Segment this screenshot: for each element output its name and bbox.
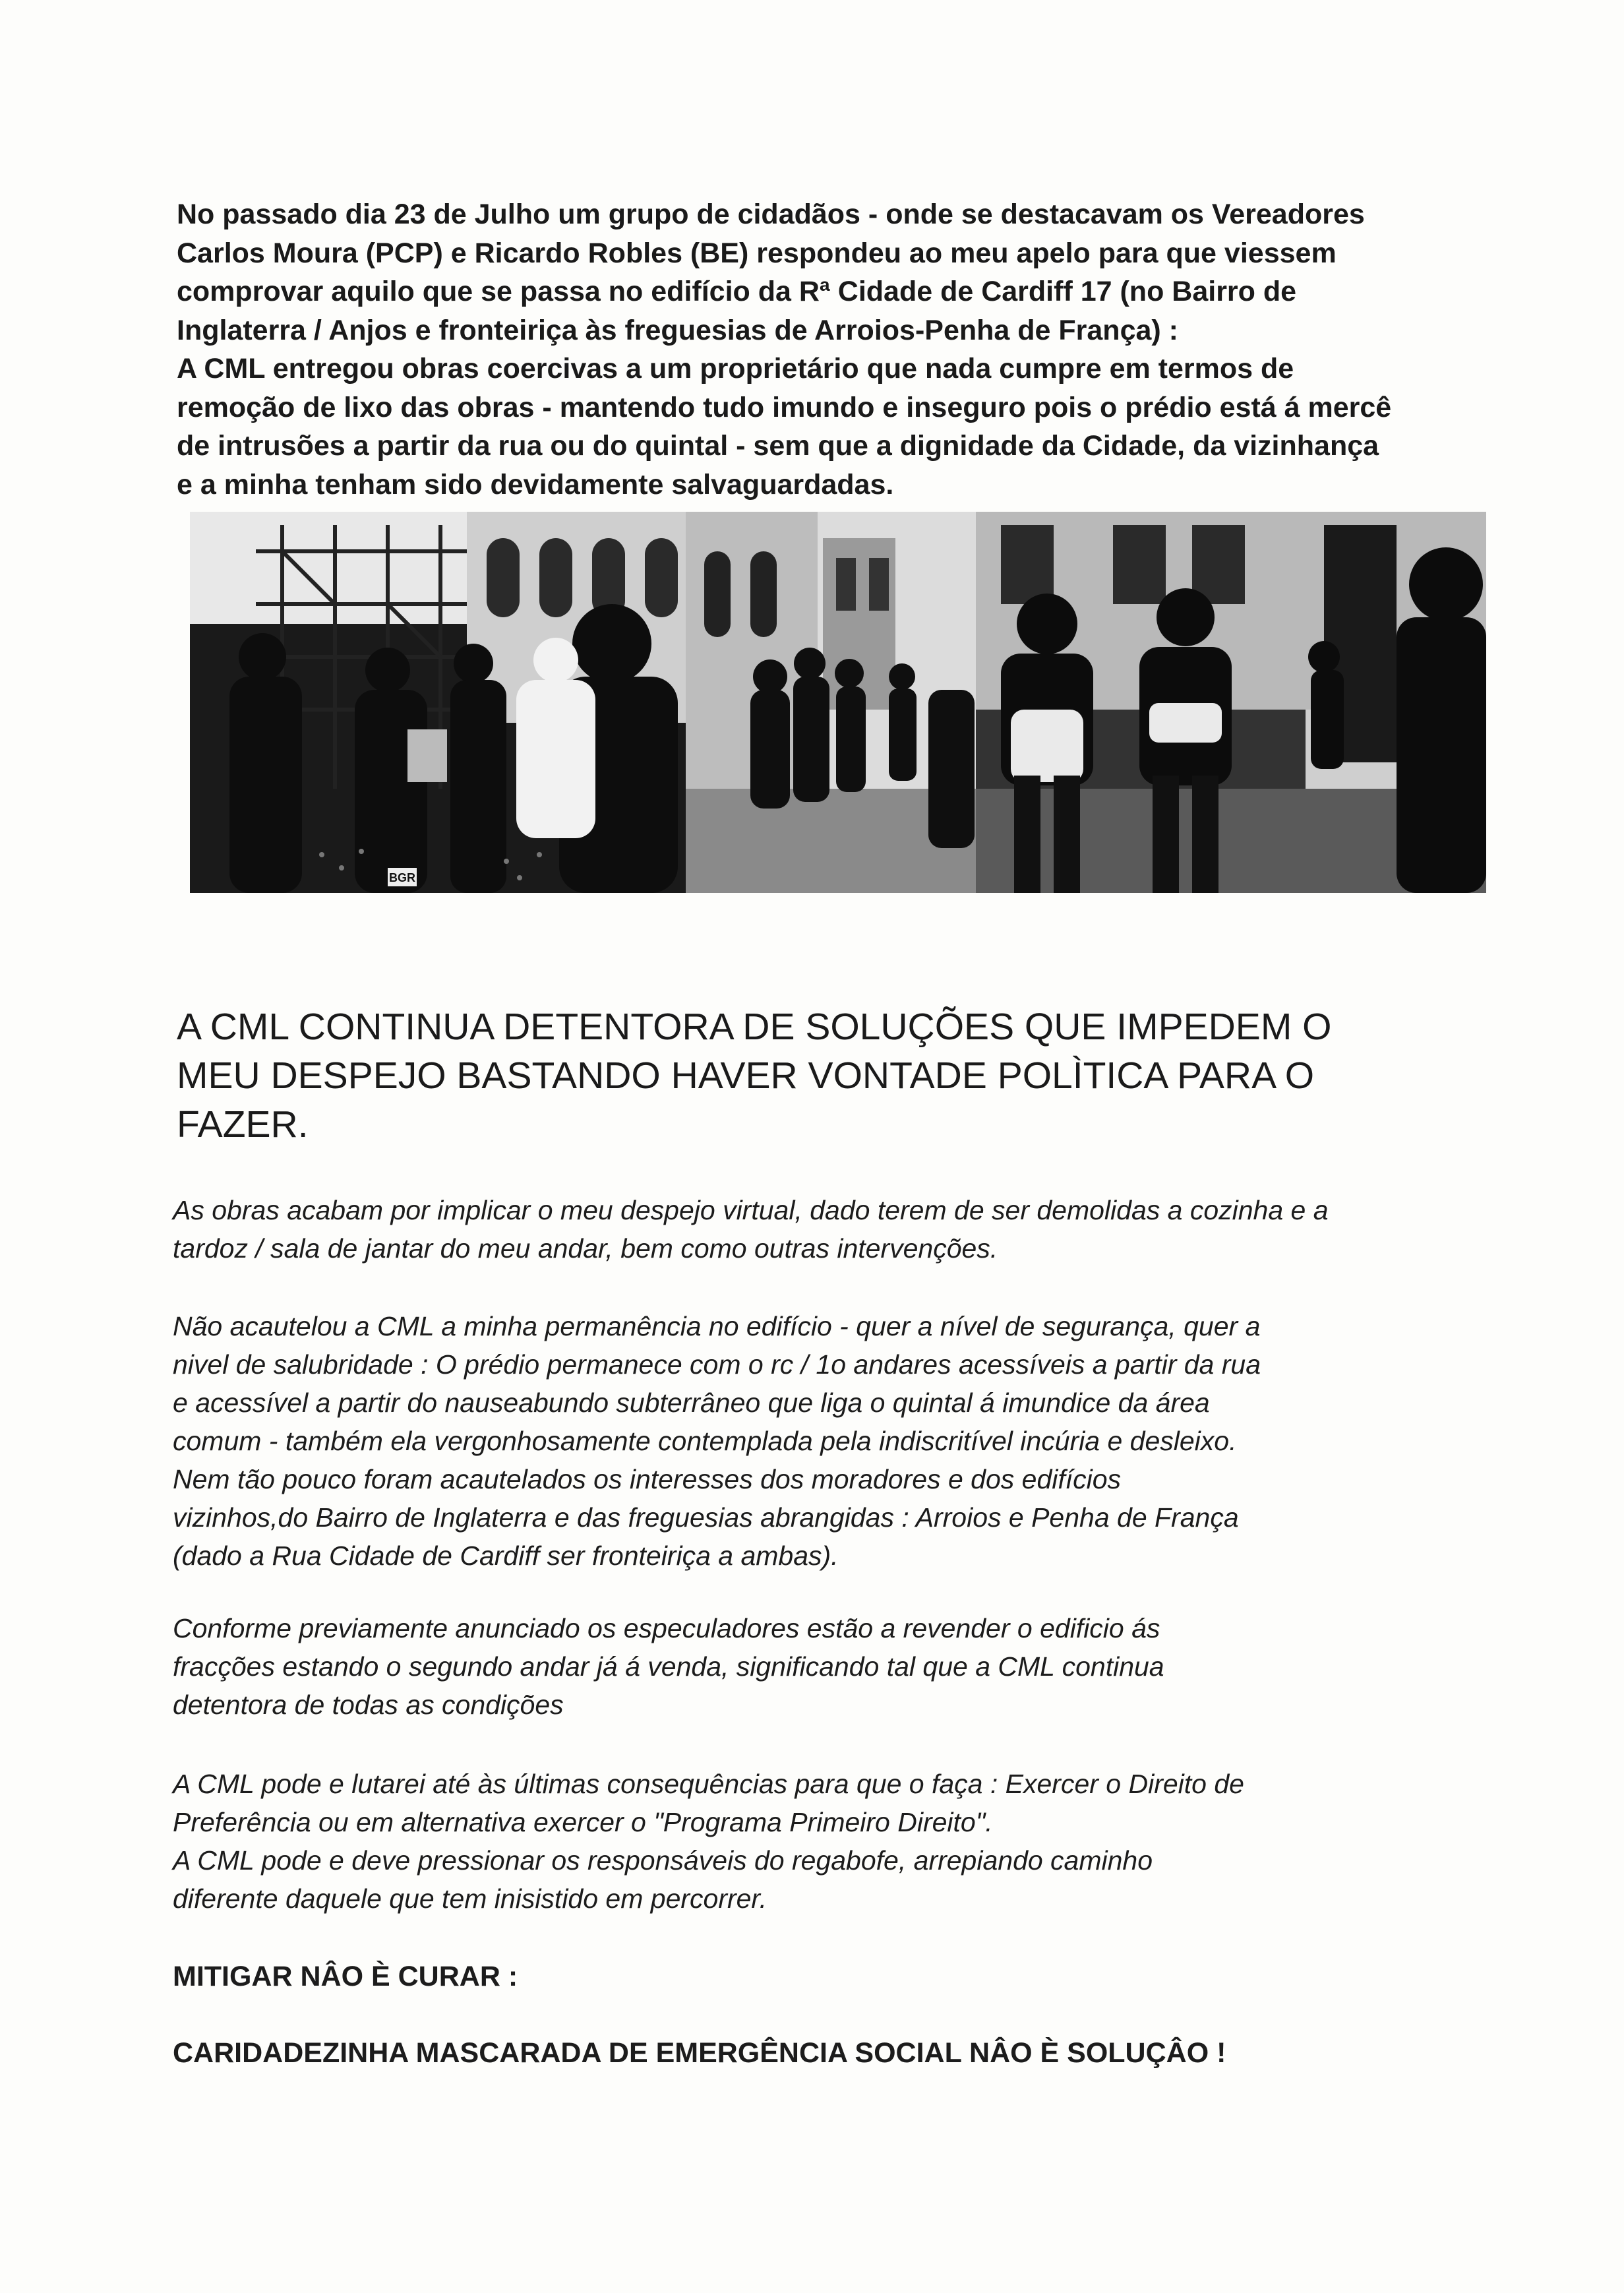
body-line: Conforme previamente anunciado os especuladores estão a revender o edificio ás [173,1613,1160,1643]
intro-line: Inglaterra / Anjos e fronteiriça às freguesias de Arroios-Penha de França) : [177,314,1178,346]
photo-panel-right [976,512,1486,893]
headline-line: A CML CONTINUA DETENTORA DE SOLUÇÕES QUE IMPEDEM O [177,1006,1332,1048]
headline-line: FAZER. [177,1103,309,1146]
intro-line: remoção de lixo das obras - mantendo tudo imundo e inseguro pois o prédio está á mercê [177,391,1392,423]
body-paragraph-3 [173,1609,1491,1724]
photo-panel-middle [686,512,976,893]
callout-caridade: CARIDADEZINHA MASCARADA DE EMERGÊNCIA SOCIAL NÂO È SOLUÇÂO ! [173,2037,1226,2069]
body-paragraph-4 [173,1765,1491,1918]
intro-line: A CML entregou obras coercivas a um proprietário que nada cumpre em termos de [177,353,1294,384]
body-line: detentora de todas as condições [173,1690,564,1720]
body-line: vizinhos,do Bairro de Inglaterra e das freguesias abrangidas : Arroios e Penha de França [173,1502,1239,1533]
body-paragraph-2 [173,1307,1491,1575]
car-plate-sign: BGR [389,871,415,884]
callout-mitigar: MITIGAR NÂO È CURAR : [173,1961,518,1992]
body-line: Preferência ou em alternativa exercer o "Programa Primeiro Direito". [173,1807,993,1837]
headline [177,1002,1495,1149]
body-line: e acessível a partir do nauseabundo subterrâneo que liga o quintal á imundice da área [173,1388,1210,1418]
body-line: A CML pode e deve pressionar os responsáveis do regabofe, arrepiando caminho [173,1845,1153,1876]
photo-panel-left [190,512,686,893]
intro-paragraph [177,195,1489,504]
intro-line: de intrusões a partir da rua ou do quintal - sem que a dignidade da Cidade, da vizinhança [177,430,1379,462]
intro-line: Carlos Moura (PCP) e Ricardo Robles (BE) respondeu ao meu apelo para que viessem [177,237,1337,269]
intro-line: comprovar aquilo que se passa no edifício da Rª Cidade de Cardiff 17 (no Bairro de [177,276,1297,307]
body-line: As obras acabam por implicar o meu despejo virtual, dado terem de ser demolidas a cozinha e a [173,1195,1329,1225]
body-line: comum - também ela vergonhosamente contemplada pela indiscritível incúria e desleixo. [173,1426,1237,1456]
street-photo-strip [190,512,1486,893]
body-line: A CML pode e lutarei até às últimas consequências para que o faça : Exercer o Direito de [173,1769,1244,1799]
headline-line: MEU DESPEJO BASTANDO HAVER VONTADE POLÌTICA PARA O [177,1055,1315,1097]
body-line: nivel de salubridade : O prédio permanece com o rc / 1o andares acessíveis a partir da rua [173,1349,1261,1380]
body-line: diferente daquele que tem inisistido em percorrer. [173,1883,767,1914]
body-line: tardoz / sala de jantar do meu andar, bem como outras intervenções. [173,1233,998,1264]
intro-line: No passado dia 23 de Julho um grupo de cidadãos - onde se destacavam os Vereadores [177,199,1365,230]
body-line: (dado a Rua Cidade de Cardiff ser fronteiriça a ambas). [173,1541,839,1571]
intro-line: e a minha tenham sido devidamente salvaguardadas. [177,468,894,501]
body-line: Nem tão pouco foram acautelados os interesses dos moradores e dos edifícios [173,1464,1122,1494]
body-line: fracções estando o segundo andar já á venda, significando tal que a CML continua [173,1651,1164,1682]
body-paragraph-1 [173,1191,1491,1268]
body-line: Não acautelou a CML a minha permanência no edifício - quer a nível de segurança, quer a [173,1311,1261,1341]
